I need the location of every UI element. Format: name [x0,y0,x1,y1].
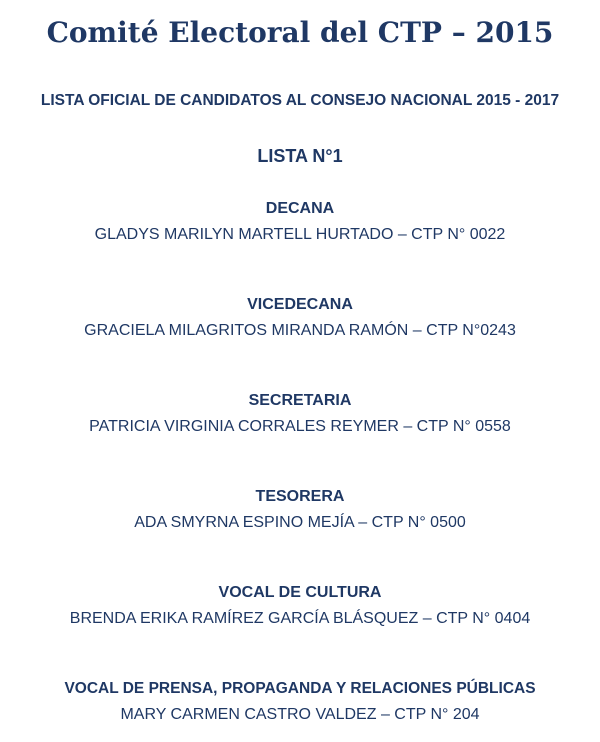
candidate-entry-vocal-cultura [0,582,600,630]
candidate-name: ADA SMYRNA ESPINO MEJÍA – CTP N° 0500 [134,514,466,531]
candidate-name: MARY CARMEN CASTRO VALDEZ – CTP N° 204 [120,706,480,723]
candidate-entry-vocal-prensa [0,678,600,726]
candidate-entry-decana [0,198,600,246]
candidate-entry-vicedecana [0,294,600,342]
document-subtitle: LISTA OFICIAL DE CANDIDATOS AL CONSEJO NACIONAL 2015 - 2017 [40,92,560,109]
candidate-role: TESORERA [255,488,345,505]
list-number-heading: LISTA N°1 [257,146,343,166]
candidate-role: VICEDECANA [247,296,353,313]
page-title: Comité Electoral del CTP – 2015 [46,16,554,49]
candidate-name: GRACIELA MILAGRITOS MIRANDA RAMÓN – CTP N°0243 [84,322,516,339]
candidate-entry-secretaria [0,390,600,438]
candidate-name: PATRICIA VIRGINIA CORRALES REYMER – CTP N° 0558 [89,418,511,435]
candidate-role: VOCAL DE CULTURA [218,584,382,601]
candidate-name: GLADYS MARILYN MARTELL HURTADO – CTP N° 0022 [94,226,506,243]
candidate-entry-tesorera [0,486,600,534]
candidate-role: DECANA [265,200,335,217]
candidate-name: BRENDA ERIKA RAMÍREZ GARCÍA BLÁSQUEZ – CTP N° 0404 [69,610,531,627]
candidate-role: VOCAL DE PRENSA, PROPAGANDA Y RELACIONES PÚBLICAS [64,680,536,697]
candidate-role: SECRETARIA [248,392,352,409]
